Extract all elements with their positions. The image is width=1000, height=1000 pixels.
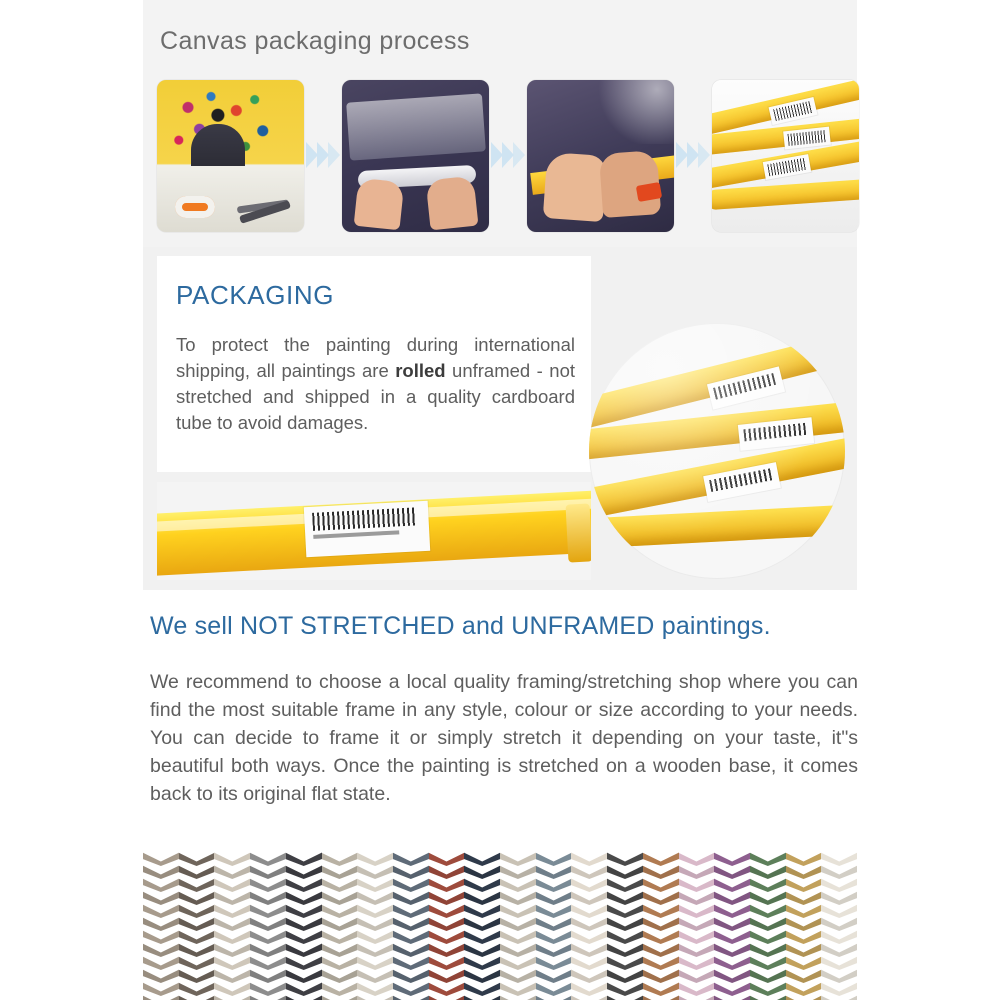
process-title: Canvas packaging process <box>160 27 470 55</box>
frame-moulding <box>429 890 465 905</box>
frame-moulding <box>750 955 786 970</box>
frame-moulding <box>357 942 393 957</box>
frame-moulding <box>536 981 572 996</box>
barcode-icon <box>767 158 807 176</box>
frame-moulding <box>429 877 465 892</box>
frame-moulding <box>821 955 857 970</box>
frame-moulding <box>214 903 250 918</box>
process-step-3-image <box>527 80 674 232</box>
frame-moulding <box>536 851 572 866</box>
frame-moulding <box>357 903 393 918</box>
frame-sample-column <box>322 851 358 1000</box>
frame-moulding <box>500 942 536 957</box>
frame-moulding <box>821 916 857 931</box>
frame-moulding <box>786 851 822 866</box>
frame-moulding <box>464 903 500 918</box>
frame-moulding <box>393 851 429 866</box>
frame-moulding <box>786 864 822 879</box>
frame-moulding <box>214 877 250 892</box>
frame-moulding <box>250 981 286 996</box>
hand-right <box>426 176 479 231</box>
frame-moulding <box>750 890 786 905</box>
frame-sample-column <box>179 851 215 1000</box>
frame-moulding <box>571 942 607 957</box>
frame-moulding <box>500 903 536 918</box>
frame-moulding <box>786 968 822 983</box>
frame-moulding <box>714 942 750 957</box>
frame-moulding <box>571 877 607 892</box>
frame-moulding <box>607 955 643 970</box>
frame-moulding <box>393 968 429 983</box>
frame-moulding <box>143 968 179 983</box>
frame-moulding <box>250 851 286 866</box>
frame-moulding <box>429 864 465 879</box>
frame-moulding <box>786 981 822 996</box>
frame-moulding <box>500 864 536 879</box>
frame-moulding <box>536 916 572 931</box>
frame-moulding <box>143 916 179 931</box>
frame-sample-column <box>643 851 679 1000</box>
frame-moulding <box>607 864 643 879</box>
frame-moulding <box>643 890 679 905</box>
frame-moulding <box>643 981 679 996</box>
frame-moulding <box>750 968 786 983</box>
frame-moulding <box>250 942 286 957</box>
frame-moulding <box>750 916 786 931</box>
frame-moulding <box>393 942 429 957</box>
frame-moulding <box>143 864 179 879</box>
frame-sample-column <box>607 851 643 1000</box>
frame-moulding <box>464 942 500 957</box>
frame-moulding <box>357 890 393 905</box>
frame-moulding <box>250 877 286 892</box>
light-glow <box>594 80 674 144</box>
frame-moulding <box>500 916 536 931</box>
frame-moulding <box>322 877 358 892</box>
frame-moulding <box>536 942 572 957</box>
chevron-right-icon <box>513 142 525 168</box>
recommendation-paragraph: We recommend to choose a local quality framing/stretching shop where you can find the most suitable frame in any style, colour or size according to your needs. You can decide to frame it or simply stretch it depending on your taste, it"s beautiful both ways. Once the painting is stretched on a wooden base, it comes back to its original flat state. <box>150 671 858 805</box>
frame-moulding <box>571 890 607 905</box>
frame-moulding <box>786 890 822 905</box>
frame-moulding <box>357 929 393 944</box>
frame-moulding <box>571 864 607 879</box>
hand-left <box>354 178 405 231</box>
frame-moulding <box>357 916 393 931</box>
frame-moulding <box>607 981 643 996</box>
shipping-label <box>783 127 831 150</box>
plastic-sheet <box>346 93 486 160</box>
frame-moulding <box>143 890 179 905</box>
frame-moulding <box>821 929 857 944</box>
frame-moulding <box>607 929 643 944</box>
frame-moulding <box>821 851 857 866</box>
frame-moulding <box>643 955 679 970</box>
frame-moulding <box>643 864 679 879</box>
frame-moulding <box>357 877 393 892</box>
packaging-text-card <box>157 256 591 472</box>
frame-moulding <box>643 877 679 892</box>
frame-moulding <box>821 942 857 957</box>
frame-moulding <box>750 981 786 996</box>
frame-moulding <box>393 929 429 944</box>
frame-moulding <box>571 981 607 996</box>
chevron-right-icon <box>698 142 710 168</box>
label-text-lines <box>313 530 399 538</box>
frame-moulding <box>214 981 250 996</box>
frame-moulding <box>714 955 750 970</box>
tubes-bundle-photo <box>589 323 845 579</box>
frame-moulding <box>536 968 572 983</box>
frame-moulding <box>179 864 215 879</box>
frame-moulding <box>429 968 465 983</box>
frame-moulding <box>571 968 607 983</box>
packaging-heading: PACKAGING <box>176 280 335 310</box>
frame-moulding <box>821 903 857 918</box>
frame-moulding <box>179 981 215 996</box>
frame-moulding <box>179 968 215 983</box>
frame-moulding <box>750 864 786 879</box>
frame-moulding <box>286 968 322 983</box>
frame-moulding <box>322 916 358 931</box>
frame-moulding <box>250 916 286 931</box>
frame-moulding <box>322 903 358 918</box>
frame-sample-column <box>429 851 465 1000</box>
chevron-right-icon <box>328 142 340 168</box>
frame-moulding <box>750 942 786 957</box>
frame-sample-column <box>500 851 536 1000</box>
frame-moulding <box>429 903 465 918</box>
frame-moulding <box>250 968 286 983</box>
frame-moulding <box>143 981 179 996</box>
frame-moulding <box>750 929 786 944</box>
frame-moulding <box>179 890 215 905</box>
frame-moulding <box>500 981 536 996</box>
process-step-2-image <box>342 80 489 232</box>
frame-moulding <box>322 864 358 879</box>
frame-moulding <box>322 942 358 957</box>
frame-moulding <box>393 864 429 879</box>
frame-moulding <box>643 942 679 957</box>
frame-moulding <box>500 955 536 970</box>
frame-moulding <box>429 851 465 866</box>
barcode-icon <box>773 101 813 121</box>
frame-moulding <box>286 864 322 879</box>
barcode-icon <box>312 507 417 530</box>
frame-sample-column <box>821 851 857 1000</box>
frame-moulding <box>536 877 572 892</box>
frame-moulding <box>679 942 715 957</box>
arrow-2 <box>489 80 527 232</box>
frame-moulding <box>464 981 500 996</box>
frame-moulding <box>786 916 822 931</box>
frame-moulding <box>250 903 286 918</box>
process-step-4-image <box>712 80 859 232</box>
frame-moulding <box>393 877 429 892</box>
frame-moulding <box>679 890 715 905</box>
frame-moulding <box>179 877 215 892</box>
rolled-canvas-photo <box>157 482 591 580</box>
frame-moulding <box>679 877 715 892</box>
frame-sample-column <box>571 851 607 1000</box>
frame-moulding <box>607 916 643 931</box>
photo-sheen <box>589 323 845 579</box>
packaging-body-part2: unframed - not stretched and shipped in a quality cardboard tube to avoid damages. <box>176 360 575 433</box>
frame-sample-column <box>536 851 572 1000</box>
frame-moulding <box>357 851 393 866</box>
frame-moulding <box>286 903 322 918</box>
frame-moulding <box>179 955 215 970</box>
frame-moulding <box>393 890 429 905</box>
frame-moulding <box>571 929 607 944</box>
frame-sample-column <box>786 851 822 1000</box>
frame-moulding <box>786 929 822 944</box>
frame-moulding <box>286 929 322 944</box>
frame-sample-column <box>214 851 250 1000</box>
frame-moulding <box>214 916 250 931</box>
frame-moulding <box>821 877 857 892</box>
frame-moulding <box>679 851 715 866</box>
frame-moulding <box>322 955 358 970</box>
frame-moulding <box>250 864 286 879</box>
frame-moulding <box>821 981 857 996</box>
frame-moulding <box>679 903 715 918</box>
frame-sample-column <box>357 851 393 1000</box>
arrow-3 <box>674 80 712 232</box>
frame-moulding <box>357 864 393 879</box>
hand-left <box>543 152 607 222</box>
frame-moulding <box>179 851 215 866</box>
frame-sample-column <box>714 851 750 1000</box>
frame-moulding <box>714 877 750 892</box>
packaging-body <box>176 332 575 436</box>
packaging-body-bold: rolled <box>395 360 446 381</box>
frame-moulding <box>821 968 857 983</box>
frame-moulding <box>429 981 465 996</box>
statement-heading: We sell NOT STRETCHED and UNFRAMED paintings. <box>150 612 771 640</box>
frame-moulding <box>214 955 250 970</box>
frame-sample-column <box>464 851 500 1000</box>
frame-moulding <box>464 864 500 879</box>
packaging-section <box>143 247 857 590</box>
frame-moulding <box>179 942 215 957</box>
frame-moulding <box>750 877 786 892</box>
frame-moulding <box>322 851 358 866</box>
frame-moulding <box>714 981 750 996</box>
frame-sample-column <box>286 851 322 1000</box>
frame-moulding <box>393 955 429 970</box>
frame-moulding <box>500 929 536 944</box>
frame-moulding <box>429 942 465 957</box>
frame-moulding <box>500 851 536 866</box>
frame-moulding <box>464 851 500 866</box>
frame-moulding <box>714 903 750 918</box>
frame-moulding <box>214 890 250 905</box>
frame-samples-strip <box>143 851 857 1000</box>
frame-moulding <box>536 929 572 944</box>
frame-moulding <box>607 968 643 983</box>
frame-sample-column <box>393 851 429 1000</box>
frame-moulding <box>286 916 322 931</box>
process-steps-strip <box>157 80 847 232</box>
frame-moulding <box>464 916 500 931</box>
frame-moulding <box>679 929 715 944</box>
frame-moulding <box>250 929 286 944</box>
frame-moulding <box>679 955 715 970</box>
frame-moulding <box>714 851 750 866</box>
frame-moulding <box>786 955 822 970</box>
frame-moulding <box>786 903 822 918</box>
frame-moulding <box>286 851 322 866</box>
frame-moulding <box>357 968 393 983</box>
frame-moulding <box>643 916 679 931</box>
frame-moulding <box>322 981 358 996</box>
frame-moulding <box>536 955 572 970</box>
frame-moulding <box>393 981 429 996</box>
frame-moulding <box>679 968 715 983</box>
frame-moulding <box>250 955 286 970</box>
frame-moulding <box>357 981 393 996</box>
packaging-body-part1: To protect the painting during international shipping, all paintings are <box>176 334 575 381</box>
frame-moulding <box>536 864 572 879</box>
frame-sample-column <box>679 851 715 1000</box>
barcode-icon <box>787 130 826 146</box>
frame-moulding <box>536 903 572 918</box>
frame-moulding <box>607 877 643 892</box>
frame-moulding <box>714 864 750 879</box>
frame-moulding <box>643 929 679 944</box>
frame-moulding <box>643 851 679 866</box>
frame-moulding <box>500 877 536 892</box>
frame-moulding <box>286 890 322 905</box>
frame-moulding <box>322 929 358 944</box>
frame-moulding <box>536 890 572 905</box>
frame-moulding <box>607 890 643 905</box>
frame-moulding <box>464 890 500 905</box>
cutter-tool-icon <box>175 196 215 218</box>
packaging-process-section <box>143 0 857 247</box>
frame-moulding <box>786 942 822 957</box>
frame-sample-column <box>750 851 786 1000</box>
frame-moulding <box>679 916 715 931</box>
frame-moulding <box>214 851 250 866</box>
frame-moulding <box>214 929 250 944</box>
frame-moulding <box>679 981 715 996</box>
frame-moulding <box>357 955 393 970</box>
frame-moulding <box>571 851 607 866</box>
frame-moulding <box>500 890 536 905</box>
frame-moulding <box>179 903 215 918</box>
frame-moulding <box>821 864 857 879</box>
frame-moulding <box>429 916 465 931</box>
frame-moulding <box>429 929 465 944</box>
frame-moulding <box>179 929 215 944</box>
frame-moulding <box>643 903 679 918</box>
frame-moulding <box>143 851 179 866</box>
frame-moulding <box>214 942 250 957</box>
frame-moulding <box>750 851 786 866</box>
frame-moulding <box>714 890 750 905</box>
frame-moulding <box>714 929 750 944</box>
frame-moulding <box>607 903 643 918</box>
frame-sample-column <box>250 851 286 1000</box>
process-step-1-image <box>157 80 304 232</box>
frame-moulding <box>143 903 179 918</box>
arrow-1 <box>304 80 342 232</box>
frame-moulding <box>607 851 643 866</box>
frame-moulding <box>143 942 179 957</box>
frame-moulding <box>393 903 429 918</box>
frame-moulding <box>393 916 429 931</box>
frame-moulding <box>714 968 750 983</box>
frame-moulding <box>714 916 750 931</box>
frame-moulding <box>214 968 250 983</box>
tube-end-cap <box>565 503 591 562</box>
frame-moulding <box>643 968 679 983</box>
frame-moulding <box>322 890 358 905</box>
frame-moulding <box>250 890 286 905</box>
frame-moulding <box>286 981 322 996</box>
frame-moulding <box>786 877 822 892</box>
frame-moulding <box>143 929 179 944</box>
frame-moulding <box>607 942 643 957</box>
frame-moulding <box>750 903 786 918</box>
frame-moulding <box>286 955 322 970</box>
frame-moulding <box>679 864 715 879</box>
frame-moulding <box>571 903 607 918</box>
frame-moulding <box>464 877 500 892</box>
frame-moulding <box>500 968 536 983</box>
frame-moulding <box>464 955 500 970</box>
frame-moulding <box>286 877 322 892</box>
shipping-label <box>304 501 430 557</box>
frame-moulding <box>429 955 465 970</box>
frame-moulding <box>821 890 857 905</box>
frame-moulding <box>214 864 250 879</box>
frame-moulding <box>571 916 607 931</box>
frame-moulding <box>143 955 179 970</box>
frame-moulding <box>286 942 322 957</box>
frame-moulding <box>464 968 500 983</box>
frame-moulding <box>322 968 358 983</box>
frame-moulding <box>464 929 500 944</box>
frame-moulding <box>571 955 607 970</box>
frame-sample-column <box>143 851 179 1000</box>
frame-moulding <box>179 916 215 931</box>
frame-moulding <box>143 877 179 892</box>
